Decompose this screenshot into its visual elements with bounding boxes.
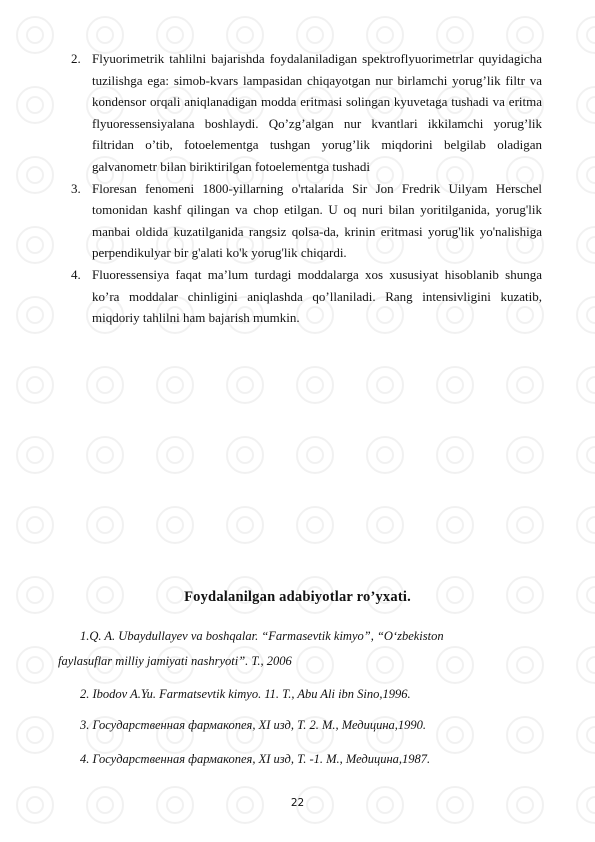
- list-item-text: Floresan fenomeni 1800-yillarning o'rtalarida Sir Jon Fredrik Uilyam Herschel tomonidan kashf qilingan va chop etilgan. U oq nuri bilan yoritilganida, yorug'lik manbai oldida kuzatilganida rangsiz qolsa-da, krinin eritmasi yorug'lik yo'nalishiga perpendikulyar bir g'alati ko'k yorug'lik chiqardi.: [92, 180, 542, 261]
- reference-item: 4. Государственная фармакопея, XI изд, Т. -1. М., Медицина,1987.: [80, 752, 431, 766]
- list-item: [71, 264, 542, 329]
- list-item-number: 3.: [71, 180, 81, 196]
- numbered-list: [71, 48, 542, 329]
- references-title: Foydalanilgan adabiyotlar ro’yxati.: [184, 589, 411, 605]
- list-item-number: 2.: [71, 51, 81, 66]
- reference-item: 3. Государственная фармакопея, XI изд, Т. 2. М., Медицина,1990.: [80, 718, 427, 732]
- reference-item: 2. Ibodov A.Yu. Farmatsevtik kimyo. 11. T., Abu Ali ibn Sino,1996.: [80, 687, 411, 701]
- list-item-number: 4.: [71, 266, 81, 282]
- reference-item: 1.Q. A. Ubaydullayev va boshqalar. “Farmasevtik kimyo”, “O‘zbekiston: [80, 629, 444, 643]
- list-item: [71, 178, 542, 264]
- page-number: 22: [290, 797, 305, 809]
- list-item-text: Flyuorimetrik tahlilni bajarishda foydalaniladigan spektroflyuorimetrlar quyidagicha tuzilishga ega: simob-kvars lampasidan chiqayotgan nur birlamchi yorug’lik filtr va kondensor orqali aniqlanadigan modda eritmasi solingan kyuvetaga tushadi va eritma flyuoressensiyalana boshlaydi. Qo’zg’algan nur kvantlari ikkilamchi yorug’lik filtridan o’tib, fotoelementga tushgan yorug’lik miqdorini belgilab oladigan galvanometr bilan biriktirilgan fotoelementga tushadi: [92, 51, 542, 174]
- list-item: [71, 48, 542, 178]
- list-item-text: Fluoressensiya faqat ma’lum turdagi moddalarga xos xususiyat hisoblanib shunga ko’ra moddalar chinligini aniqlashda qo’llaniladi. Rang intensivligini kuzatib, miqdoriy tahlilni ham bajarish mumkin.: [92, 266, 542, 326]
- reference-item: faylasuflar milliy jamiyati nashryoti”. T., 2006: [58, 654, 292, 668]
